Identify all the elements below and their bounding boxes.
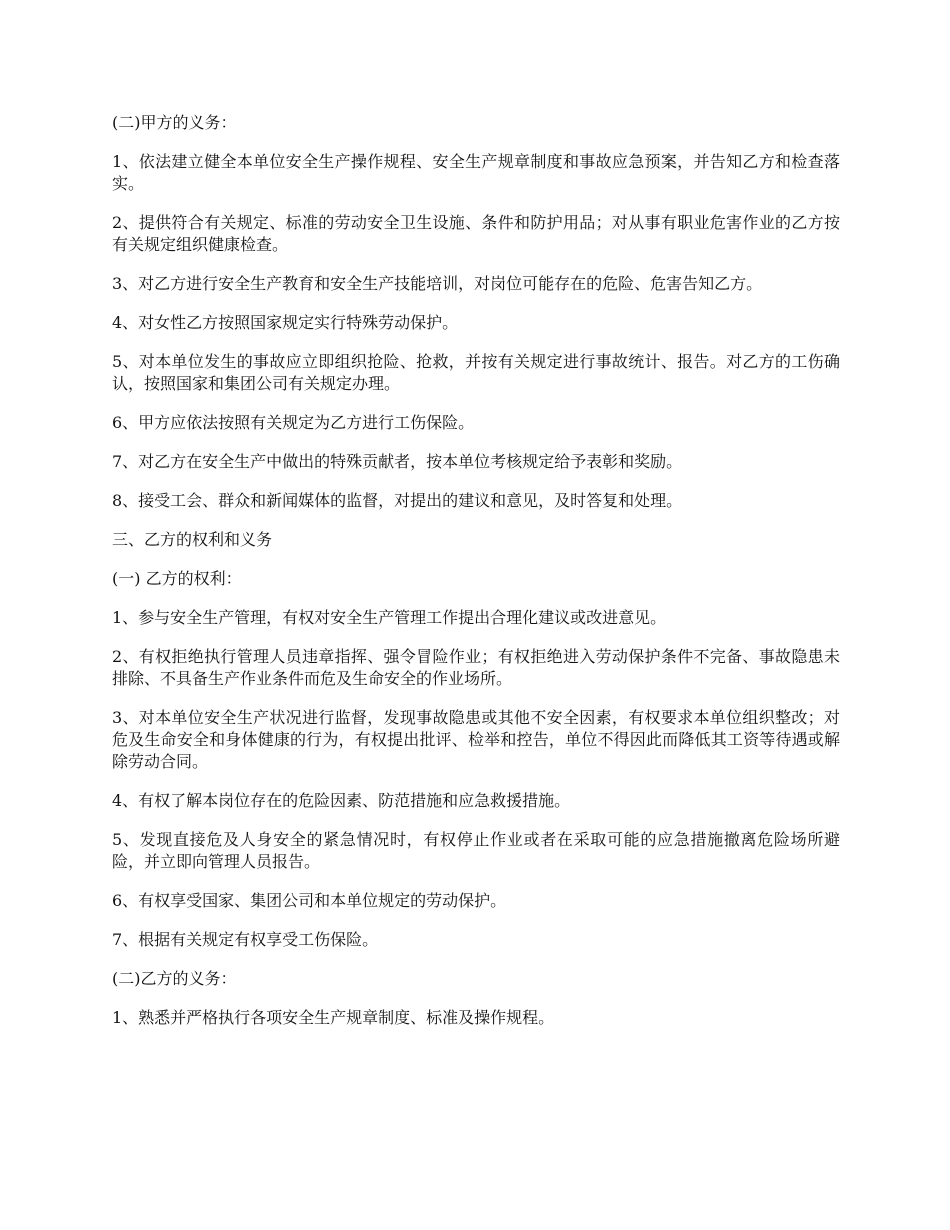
document-page (112, 112, 840, 1046)
paragraph-b-right-7: 7、根据有关规定有权享受工伤保险。 (112, 930, 379, 949)
subsection-heading-party-b-obligations: (二)乙方的义务： (112, 969, 237, 988)
section-heading-party-b-rights-obligations: 三、乙方的权利和义务 (112, 530, 273, 549)
paragraph-b-obligation-1: 1、熟悉并严格执行各项安全生产规章制度、标准及操作规程。 (112, 1008, 555, 1027)
paragraph-a-obligation-2: 2、提供符合有关规定、标准的劳动安全卫生设施、条件和防护用品；对从事有职业危害作业的乙方按有关规定组织健康检查。 (112, 213, 840, 254)
subsection-heading-party-b-rights: (一) 乙方的权利： (112, 569, 242, 588)
paragraph-a-obligation-1: 1、依法建立健全本单位安全生产操作规程、安全生产规章制度和事故应急预案，并告知乙方和检查落实。 (112, 152, 840, 193)
paragraph-b-right-2: 2、有权拒绝执行管理人员违章指挥、强令冒险作业；有权拒绝进入劳动保护条件不完备、事故隐患未排除、不具备生产作业条件而危及生命安全的作业场所。 (112, 647, 840, 688)
paragraph-b-right-4: 4、有权了解本岗位存在的危险因素、防范措施和应急救援措施。 (112, 791, 571, 810)
paragraph-a-obligation-6: 6、甲方应依法按照有关规定为乙方进行工伤保险。 (112, 413, 475, 432)
paragraph-b-right-6: 6、有权享受国家、集团公司和本单位规定的劳动保护。 (112, 891, 507, 910)
paragraph-a-obligation-8: 8、接受工会、群众和新闻媒体的监督，对提出的建议和意见，及时答复和处理。 (112, 491, 683, 510)
section-heading-party-a-obligations: (二)甲方的义务： (112, 113, 237, 132)
paragraph-a-obligation-7: 7、对乙方在安全生产中做出的特殊贡献者，按本单位考核规定给予表彰和奖励。 (112, 452, 683, 471)
paragraph-b-right-5: 5、发现直接危及人身安全的紧急情况时，有权停止作业或者在采取可能的应急措施撤离危险场所避险，并立即向管理人员报告。 (112, 830, 840, 871)
paragraph-a-obligation-5: 5、对本单位发生的事故应立即组织抢险、抢救，并按有关规定进行事故统计、报告。对乙方的工伤确认，按照国家和集团公司有关规定办理。 (112, 352, 840, 393)
paragraph-a-obligation-3: 3、对乙方进行安全生产教育和安全生产技能培训，对岗位可能存在的危险、危害告知乙方。 (112, 274, 763, 293)
paragraph-a-obligation-4: 4、对女性乙方按照国家规定实行特殊劳动保护。 (112, 313, 459, 332)
paragraph-b-right-3: 3、对本单位安全生产状况进行监督，发现事故隐患或其他不安全因素，有权要求本单位组织整改；对危及生命安全和身体健康的行为，有权提出批评、检举和控告，单位不得因此而降低其工资等待遇或解除劳动合同。 (112, 708, 840, 771)
paragraph-b-right-1: 1、参与安全生产管理，有权对安全生产管理工作提出合理化建议或改进意见。 (112, 608, 667, 627)
